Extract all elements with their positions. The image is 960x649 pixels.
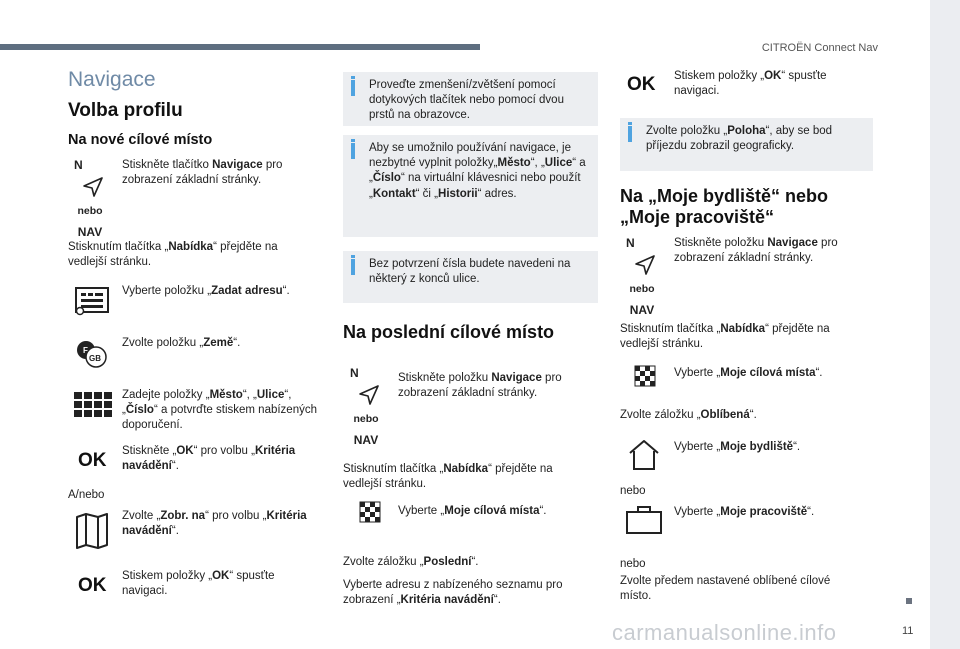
info-street-end-text: Bez potvrzení čísla budete navedeni na některý z konců ulice. (369, 258, 571, 286)
step-navigace: Stiskněte položku Navigace pro zobrazení základní stránky. (398, 372, 562, 400)
nav-button-icon (612, 236, 672, 319)
step-vyberte-adresu: Vyberte adresu z nabízeného seznamu pro zobrazení „Kritéria navádění“. (343, 579, 563, 607)
info-icon (351, 255, 355, 258)
step-moje-cilova-mista: Vyberte „Moje cílová místa“. (674, 367, 823, 379)
step-zobr-na: Zvolte „Zobr. na“ pro volbu „Kritéria navádění“. (122, 510, 307, 538)
nav-button-icon (336, 366, 396, 449)
step-navigace: Stiskněte tlačítko Navigace pro zobrazení základní stránky. (122, 159, 283, 187)
nav-nav-label: NAV (629, 302, 655, 317)
info-poloha-text: Zvolte položku „Poloha“, aby se bod příjezdu zobrazil geograficky. (646, 125, 833, 153)
anebo-label: A/nebo (68, 489, 105, 501)
step-oblibena: Zvolte záložku „Oblíbená“. (620, 409, 757, 421)
map-icon (74, 512, 110, 550)
step-ok-navigace: Stiskem položky „OK“ spusťte navigaci. (674, 70, 827, 98)
info-box-poloha (620, 118, 873, 171)
brand-label: CITROËN Connect Nav (761, 42, 878, 54)
step-nabidka: Stisknutím tlačítka „Nabídka“ přejděte na vedlejší stránku. (343, 463, 553, 491)
page-side-strip (930, 0, 960, 649)
page-title: Volba profilu (68, 100, 183, 121)
info-icon (351, 139, 355, 142)
step-moje-pracoviste: Vyberte „Moje pracoviště“. (674, 506, 815, 518)
nav-nebo-label: nebo (77, 205, 103, 217)
step-ok-navigace: Stiskem položky „OK“ spusťte navigaci. (122, 570, 275, 598)
step-mesto-ulice-cislo: Zadejte položky „Město“, „Ulice“, „Číslo“ a potvrďte stiskem nabízených doporučení. (122, 389, 317, 432)
home-icon (626, 438, 662, 472)
info-zoom-text: Proveďte zmenšení/zvětšení pomocí dotykových tlačítek nebo pomocí dvou prstů na obrazovce. (369, 79, 564, 122)
header-bar (0, 44, 480, 50)
nav-n-label: N (74, 158, 83, 172)
nav-nebo-label: nebo (629, 283, 655, 295)
briefcase-icon (624, 502, 664, 536)
info-required-text: Aby se umožnilo používání navigace, je nezbytné vyplnit položky„Město“, „Ulice“ a „Číslo“ na virtuální klávesnici nebo použít „Kontakt“ či „Historii“ adres. (369, 142, 586, 200)
keypad-grid-icon (72, 390, 114, 420)
info-icon (351, 76, 355, 79)
flag-f-label: F (83, 346, 88, 355)
page-number: 11 (902, 625, 914, 637)
section-heading-last-destination: Na poslední cílové místo (343, 322, 555, 342)
navigation-arrow-icon (346, 382, 386, 406)
nav-n-label: N (350, 366, 359, 380)
step-navigace: Stiskněte položku Navigace pro zobrazení základní stránky. (674, 237, 838, 265)
nav-n-label: N (626, 236, 635, 250)
ok-icon: OK (627, 74, 656, 95)
step-zadat-adresu: Vyberte položku „Zadat adresu“. (122, 285, 290, 297)
continue-marker (906, 598, 912, 604)
step-zeme: Zvolte položku „Země“. (122, 337, 241, 349)
info-box-zoom (343, 72, 598, 126)
nebo-label: nebo (620, 558, 646, 570)
country-flag-icon (72, 336, 112, 370)
step-ok-kriteria: Stiskněte „OK“ pro volbu „Kritéria navádění“. (122, 445, 296, 473)
step-oblibene-misto: Zvolte předem nastavené oblíbené cílové místo. (620, 575, 831, 603)
checkered-flag-icon (633, 364, 657, 388)
step-nabidka: Stisknutím tlačítka „Nabídka“ přejděte na vedlejší stránku. (620, 323, 830, 351)
section-heading-home-work: Na „Moje bydliště“ nebo „Moje pracoviště“ (620, 186, 829, 227)
step-moje-cilova-mista: Vyberte „Moje cílová místa“. (398, 505, 547, 517)
nav-button-icon (60, 158, 120, 241)
nav-nav-label: NAV (353, 432, 379, 447)
ok-icon: OK (78, 575, 107, 596)
navigation-arrow-icon (622, 252, 662, 276)
step-nabidka: Stisknutím tlačítka „Nabídka“ přejděte na vedlejší stránku. (68, 241, 278, 269)
step-moje-bydliste: Vyberte „Moje bydliště“. (674, 441, 801, 453)
step-posledni: Zvolte záložku „Poslední“. (343, 556, 479, 568)
nav-nebo-label: nebo (353, 413, 379, 425)
flag-gb-label: GB (89, 354, 101, 363)
nebo-label: nebo (620, 485, 646, 497)
section-title: Navigace (68, 68, 156, 91)
checkered-flag-icon (358, 500, 382, 524)
navigation-arrow-icon (70, 174, 110, 198)
subsection-title: Na nové cílové místo (68, 132, 213, 148)
info-box-street-end (343, 251, 598, 303)
info-icon (628, 122, 632, 125)
address-keyboard-icon (72, 285, 112, 317)
ok-icon: OK (78, 450, 107, 471)
info-box-required-fields (343, 135, 598, 237)
watermark: carmanualsonline.info (612, 620, 837, 645)
nav-nav-label: NAV (77, 224, 103, 239)
